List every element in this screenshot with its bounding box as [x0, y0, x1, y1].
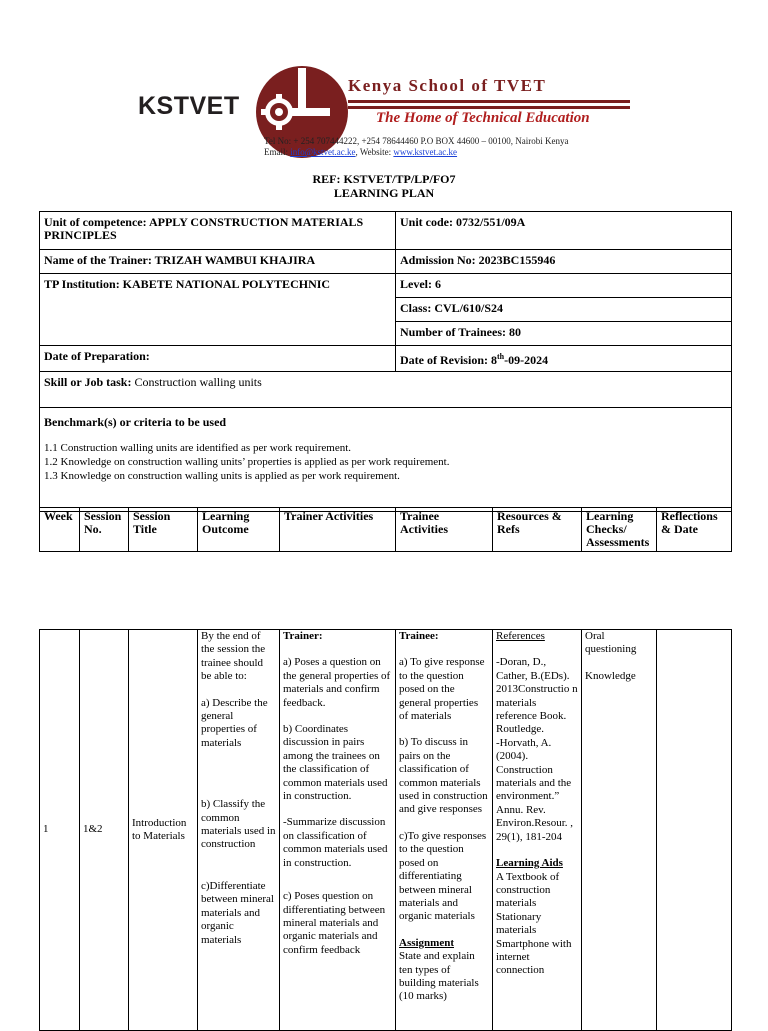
tp-institution: TP Institution: KABETE NATIONAL POLYTECHNIC [40, 274, 396, 346]
email-prefix: Email: [264, 147, 291, 157]
brand-wordmark: KSTVET [138, 92, 240, 120]
tagline: The Home of Technical Education [376, 110, 590, 126]
reference-item: -Doran, D., Cather, B.(EDs). 2013Constructio n materials reference Book. Routledge. [496, 656, 578, 736]
contact-email-web [264, 147, 644, 158]
benchmarks [40, 408, 732, 512]
trainer-activity-b: b) Coordinates discussion in pairs among the trainees on the classification of common materials used in construction. [283, 723, 388, 803]
unit-of-competence: Unit of competence: APPLY CONSTRUCTION MATERIALS PRINCIPLES [40, 212, 396, 250]
admission-no: Admission No: 2023BC155946 [396, 250, 732, 274]
date-of-preparation: Date of Preparation: [40, 346, 396, 372]
col-reflections-date: Reflections & Date [657, 508, 732, 552]
letterhead [130, 62, 640, 158]
trainee-activity-c: c)To give responses to the question posed on differentiating between mineral materials and organic materials [399, 829, 487, 923]
trainee-activity-a: a) To give response to the question posed on the general properties of materials [399, 656, 485, 723]
col-learning-outcome: Learning Outcome [198, 508, 280, 552]
check-item: Knowledge [585, 669, 636, 682]
website-prefix: , Website: [355, 147, 394, 157]
benchmark-item: 1.3 Knowledge on construction walling units is applied as per work requirement. [44, 470, 400, 482]
references-heading: References [496, 630, 545, 642]
assignment-text: State and explain ten types of building materials (10 marks) [399, 950, 479, 1003]
level: Level: 6 [396, 274, 732, 298]
learning-checks-cell [582, 630, 657, 1031]
outcome-intro: By the end of the session the trainee should be able to: [201, 630, 266, 683]
reference-item: -Horvath, A. (2004). Construction materials and the environment.” Annu. Rev. Environ.Resour. , 29(1), 181-204 [496, 736, 573, 843]
reflections-cell[interactable] [657, 630, 732, 1031]
outcome-b: b) Classify the common materials used in construction [201, 798, 276, 851]
document-ref: REF: KSTVET/TP/LP/FO7 [312, 172, 456, 186]
plan-header-table [39, 211, 732, 512]
skill-or-job-task: Skill or Job task: Construction walling units [40, 372, 732, 408]
trainer-heading: Trainer: [283, 630, 323, 642]
trainee-activity-b: b) To discuss in pairs on the classification of common materials used in construction and give responses [399, 736, 488, 816]
outcome-a: a) Describe the general properties of materials [201, 696, 268, 749]
number-of-trainees: Number of Trainees: 80 [396, 322, 732, 346]
trainer-activities-cell [280, 630, 396, 1031]
email-link[interactable]: info@kstvet.ac.ke [290, 147, 356, 157]
benchmark-item: 1.1 Construction walling units are identified as per work requirement. [44, 442, 352, 454]
letterhead-rule-bottom [348, 106, 630, 109]
trainee-heading: Trainee: [399, 630, 439, 642]
col-resources-refs: Resources & Refs [493, 508, 582, 552]
plan-session-table [39, 629, 732, 1031]
session-title-cell: Introduction to Materials [129, 630, 198, 1031]
table-row [40, 630, 732, 1031]
class: Class: CVL/610/S24 [396, 298, 732, 322]
outcome-c: c)Differentiate between mineral materials and organic materials [201, 879, 274, 946]
document-title: LEARNING PLAN [333, 186, 435, 200]
col-session-no: Session No. [80, 508, 129, 552]
learning-outcome-cell [198, 630, 280, 1031]
trainer-activity-a: a) Poses a question on the general properties of materials and confirm feedback. [283, 656, 391, 709]
assignment-heading: Assignment [399, 936, 455, 949]
plan-columns-header [39, 507, 732, 552]
contact-phone-address: Tel No: + 254 707444222, +254 78644460 P.O BOX 44600 – 00100, Nairobi Kenya [264, 136, 569, 146]
learning-aids-heading: Learning Aids [496, 857, 563, 870]
website-link[interactable]: www.kstvet.ac.ke [393, 147, 458, 157]
learning-aids-text: A Textbook of construction materials Stationary materials Smartphone with internet connection [496, 870, 572, 977]
benchmark-item: 1.2 Knowledge on construction walling units’ properties is applied as per work requirement. [44, 456, 450, 468]
benchmark-title: Benchmark(s) or criteria to be used [44, 415, 227, 429]
trainer-activity-c: c) Poses question on differentiating between mineral materials and organic materials and confirm feedback [283, 890, 386, 956]
letterhead-rule-top [348, 100, 630, 103]
session-no-cell: 1&2 [80, 630, 129, 1031]
trainee-activities-cell [396, 630, 493, 1031]
resources-cell [493, 630, 582, 1031]
unit-code: Unit code: 0732/551/09A [396, 212, 732, 250]
col-learning-checks: Learning Checks/ Assessments [582, 508, 657, 552]
date-of-revision: Date of Revision: 8th-09-2024 [396, 346, 732, 372]
col-session-title: Session Title [129, 508, 198, 552]
col-trainer-activities: Trainer Activities [280, 508, 396, 552]
col-trainee-activities: Trainee Activities [396, 508, 493, 552]
col-week: Week [40, 508, 80, 552]
check-item: Oral questioning [585, 630, 637, 656]
school-name: Kenya School of TVET [348, 76, 547, 95]
trainer-name: Name of the Trainer: TRIZAH WAMBUI KHAJIRA [40, 250, 396, 274]
trainer-summary: -Summarize discussion on classification of common materials used in construction. [283, 816, 388, 869]
week-cell: 1 [40, 630, 80, 1031]
contact-block [264, 136, 644, 158]
